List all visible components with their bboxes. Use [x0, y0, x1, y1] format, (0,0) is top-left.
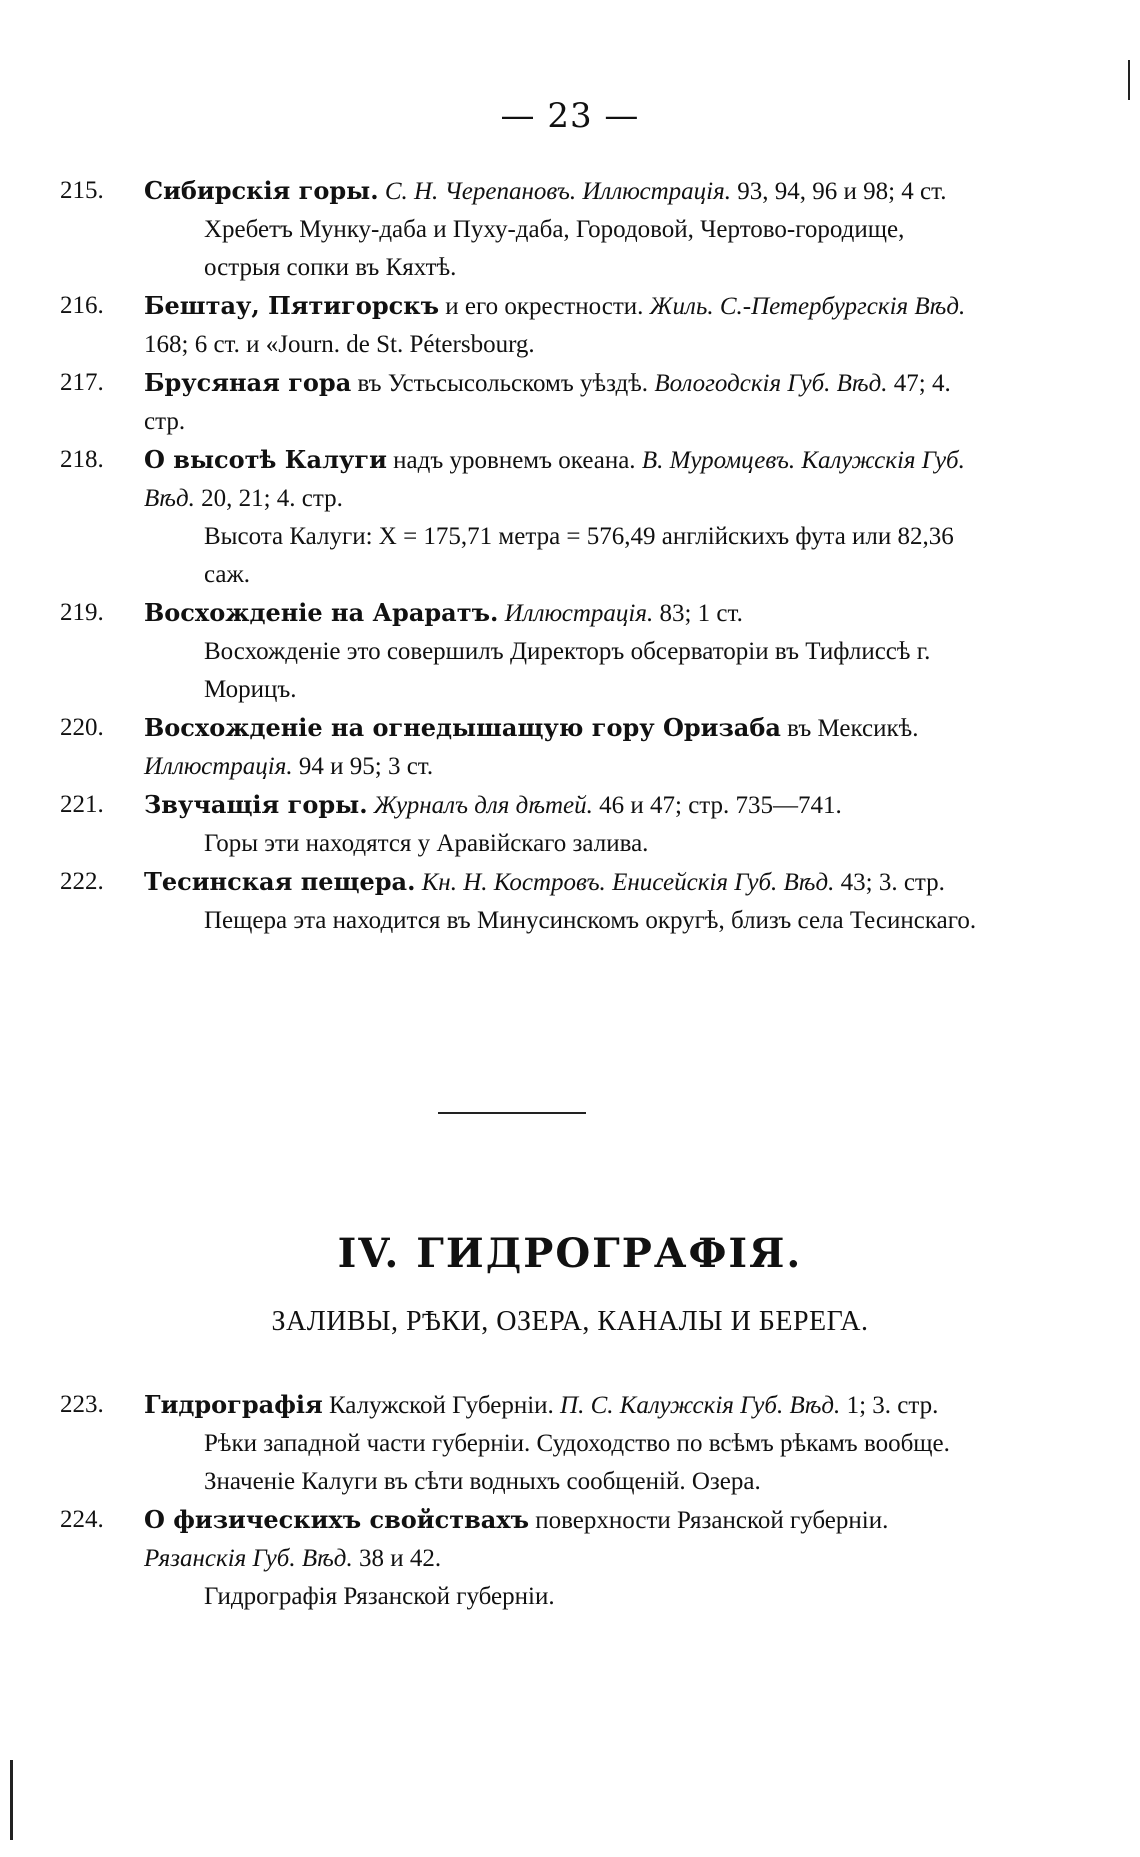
- scan-edge-mark: [1128, 60, 1130, 100]
- entry-details: 83; 1 ст.: [659, 600, 743, 627]
- entry-details: 1; 3. стр.: [846, 1392, 939, 1419]
- entry-number: 220.: [60, 714, 104, 741]
- entry-details: 20, 21; 4. стр.: [201, 485, 343, 512]
- entry-title: Сибирскія горы.: [144, 176, 379, 205]
- section-title: IV. ГИДРОГРАФІЯ.: [337, 1230, 803, 1277]
- entry-text: и его окрестности.: [445, 293, 644, 320]
- entry-author: В. Муромцевъ.: [641, 447, 796, 474]
- entry-text: надъ уровнемъ океана.: [393, 447, 636, 474]
- entry-note: Восхожденіе это совершилъ Директоръ обсерваторіи въ Тифлиссѣ г. Морицъ.: [204, 638, 931, 703]
- entry-note: Высота Калуги: X = 175,71 метра = 576,49 англійскихъ фута или 82,36 саж.: [204, 523, 954, 588]
- entry-note: Хребетъ Мунку-даба и Пуху-даба, Городовой, Чертово-городище, острыя сопки въ Кяхтѣ.: [204, 216, 905, 281]
- entry-source: Иллюстрація.: [582, 178, 731, 205]
- entry-number: 223.: [60, 1391, 104, 1418]
- entry-number: 222.: [60, 868, 104, 895]
- entry-details: 46 и 47; стр. 735—741.: [599, 792, 842, 819]
- entry-number: 218.: [60, 446, 104, 473]
- page-number: — 23 —: [500, 96, 640, 136]
- entry-source: Енисейскія Губ. Вѣд.: [612, 869, 835, 896]
- entry-details: 43; 3. стр.: [840, 869, 945, 896]
- section-subtitle: ЗАЛИВЫ, РѢКИ, ОЗЕРА, КАНАЛЫ И БЕРЕГА.: [271, 1306, 869, 1337]
- entry-title: Восхожденіе на огнедышащую гору Оризаба: [144, 713, 781, 742]
- entry-source: Калужскія Губ. Вѣд.: [619, 1392, 841, 1419]
- entry-text: Калужской Губерніи.: [328, 1392, 554, 1419]
- entry-details: 47; 4. стр.: [144, 370, 951, 435]
- entry-text: поверхности Рязанской губерніи.: [535, 1507, 889, 1534]
- entries-list-hydrography: [60, 1386, 980, 1616]
- entry-note: Пещера эта находится въ Минусинскомъ округѣ, близъ села Тесинскаго.: [204, 907, 977, 934]
- entry-details: 94 и 95; 3 ст.: [298, 753, 434, 780]
- scan-edge-mark: [10, 1760, 13, 1840]
- entry-number: 215.: [60, 177, 104, 204]
- entry-source: Жиль. С.-Петербургскія Вѣд.: [649, 293, 966, 320]
- entry-title: Бештау, Пятигорскъ: [144, 291, 439, 320]
- list-item: [60, 786, 980, 863]
- entry-title: Звучащія горы.: [144, 790, 368, 819]
- entry-source: Иллюстрація.: [144, 753, 293, 780]
- entry-author: Кн. Н. Костровъ.: [421, 869, 606, 896]
- entry-number: 221.: [60, 791, 104, 818]
- entry-details: 168; 6 ст. и «Journ. de St. Pétersbourg.: [144, 331, 535, 358]
- entry-source: Калужскія Губ. Вѣд.: [144, 447, 965, 512]
- entry-details: 38 и 42.: [358, 1545, 442, 1572]
- entry-source: Журналъ для дѣтей.: [373, 792, 593, 819]
- entry-text: въ Мексикѣ.: [787, 715, 919, 742]
- entry-source: Рязанскія Губ. Вѣд.: [144, 1545, 353, 1572]
- list-item: [60, 441, 980, 594]
- entry-title: О физическихъ свойствахъ: [144, 1505, 530, 1534]
- list-item: [60, 1501, 980, 1616]
- entry-number: 219.: [60, 599, 104, 626]
- entry-number: 224.: [60, 1506, 104, 1533]
- entry-author: П. С.: [560, 1392, 614, 1419]
- entry-title: Гидрографія: [144, 1390, 323, 1419]
- entry-note: Рѣки западной части губерніи. Судоходство по всѣмъ рѣкамъ вообще. Значеніе Калуги въ сѣти водныхъ сообщеній. Озера.: [204, 1430, 950, 1495]
- entry-title: Тесинская пещера.: [144, 867, 416, 896]
- section-divider: [438, 1112, 586, 1114]
- entry-text: въ Устьсысольскомъ уѣздѣ.: [357, 370, 649, 397]
- entry-details: 93, 94, 96 и 98; 4 ст.: [737, 178, 947, 205]
- entry-title: О высотѣ Калуги: [144, 445, 387, 474]
- list-item: [60, 172, 980, 287]
- entry-author: С. Н. Черепановъ.: [384, 178, 577, 205]
- entry-note: Горы эти находятся у Аравійскаго залива.: [204, 830, 649, 857]
- list-item: [60, 709, 980, 786]
- entry-source: Иллюстрація.: [504, 600, 654, 627]
- entries-list: [60, 172, 980, 940]
- entry-source: Вологодскія Губ. Вѣд.: [654, 370, 888, 397]
- list-item: [60, 1386, 980, 1501]
- entry-title: Брусяная гора: [144, 368, 352, 397]
- list-item: [60, 594, 980, 709]
- entry-number: 217.: [60, 369, 104, 396]
- entry-title: Восхожденіе на Араратъ.: [144, 598, 499, 627]
- entry-note: Гидрографія Рязанской губерніи.: [204, 1583, 555, 1610]
- list-item: [60, 863, 980, 940]
- entry-number: 216.: [60, 292, 104, 319]
- list-item: [60, 287, 980, 364]
- list-item: [60, 364, 980, 441]
